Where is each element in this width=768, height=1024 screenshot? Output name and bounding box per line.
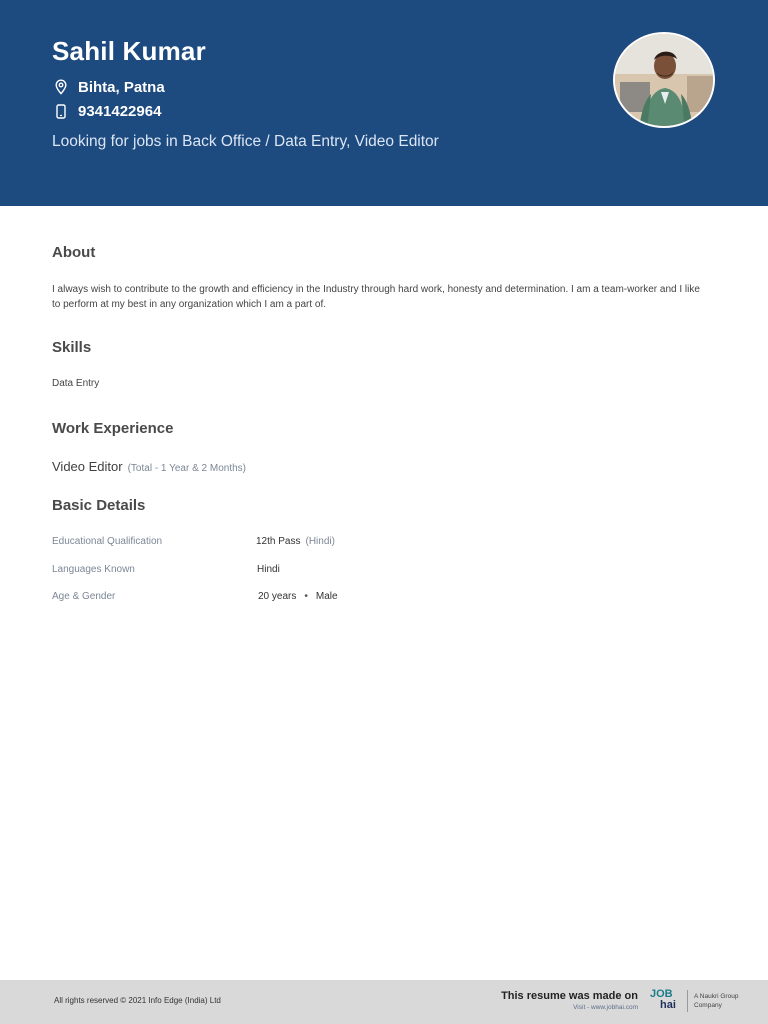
age-value: 20 years [258, 591, 297, 602]
skill-item: Data Entry [52, 378, 100, 389]
skills-title: Skills [52, 339, 92, 356]
logo-divider [687, 990, 688, 1012]
candidate-name: Sahil Kumar [52, 36, 206, 66]
job-preferences: Looking for jobs in Back Office / Data Entry, Video Editor [52, 133, 439, 150]
phone-number[interactable]: 9341422964 [78, 102, 162, 120]
profile-header [0, 0, 768, 206]
work-duration: (Total - 1 Year & 2 Months) [127, 463, 246, 474]
jobhai-logo[interactable] [650, 989, 686, 1015]
made-on-block [501, 990, 638, 1011]
visit-link[interactable]: Visit - www.jobhai.com [573, 1004, 638, 1011]
made-on-text: This resume was made on [501, 990, 638, 1002]
about-text: I always wish to contribute to the growth and efficiency in the Industry through hard work, honesty and determination. I am a team-worker and I like to perform at my best in any organization which I am a part of. [52, 284, 700, 310]
education-value: 12th Pass [256, 536, 301, 547]
location-row [52, 78, 165, 96]
work-role: Video Editor [52, 459, 123, 474]
copyright-text: All rights reserved © 2021 Info Edge (India) Ltd [54, 996, 221, 1005]
phone-row [52, 102, 161, 120]
work-experience-entry [52, 459, 246, 474]
education-medium: (Hindi) [305, 536, 335, 547]
page-footer [0, 980, 768, 1024]
location-text: Bihta, Patna [78, 78, 165, 96]
logo-job-text: JOB [650, 988, 673, 1000]
languages-value: Hindi [257, 564, 280, 575]
languages-label: Languages Known [52, 564, 135, 575]
group-line-1: A Naukri Group [694, 993, 739, 1000]
basic-details-title: Basic Details [52, 497, 146, 514]
age-gender-value-row [258, 591, 338, 602]
about-title: About [52, 244, 96, 261]
education-value-row [256, 536, 335, 547]
profile-photo [613, 32, 715, 128]
work-experience-title: Work Experience [52, 420, 174, 437]
separator-dot: • [304, 591, 308, 602]
gender-value: Male [315, 591, 338, 602]
languages-value-row [257, 564, 280, 575]
location-pin-icon [52, 78, 70, 96]
logo-hai-text: hai [660, 999, 676, 1011]
mobile-phone-icon [52, 102, 70, 120]
age-gender-label: Age & Gender [52, 591, 116, 602]
education-label: Educational Qualification [52, 536, 163, 547]
naukri-group-text [694, 992, 738, 1010]
group-line-2: Company [694, 1002, 722, 1009]
